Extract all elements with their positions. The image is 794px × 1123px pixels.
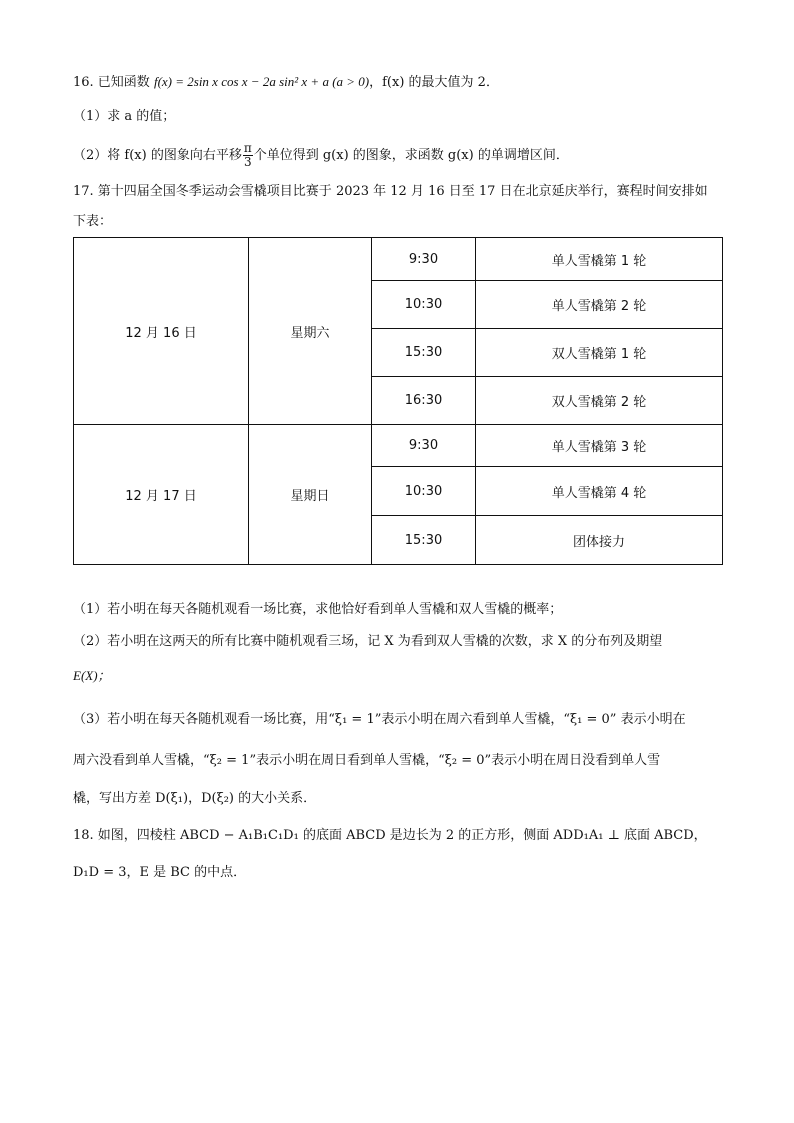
q17-stem-line2: 下表： xyxy=(73,214,113,229)
q17-part1: （1）若小明在每天各随机观看一场比赛，求他恰好看到单人雪橇和双人雪橇的概率； xyxy=(73,602,563,617)
time-cell: 15:30 xyxy=(372,329,476,377)
time-cell: 9:30 xyxy=(372,238,476,281)
event-cell: 双人雪橇第 1 轮 xyxy=(476,329,723,377)
date-cell: 12 月 16 日 xyxy=(74,238,249,425)
event-cell: 单人雪橇第 4 轮 xyxy=(476,467,723,516)
event-cell: 单人雪橇第 2 轮 xyxy=(476,281,723,329)
event-cell: 单人雪橇第 3 轮 xyxy=(476,425,723,467)
table-row xyxy=(74,425,723,467)
q16-stem xyxy=(73,72,499,93)
weekday-cell: 星期日 xyxy=(249,425,372,565)
date-cell: 12 月 17 日 xyxy=(74,425,249,565)
time-cell: 10:30 xyxy=(372,281,476,329)
q16-part1: （1）求 a 的值； xyxy=(73,109,176,124)
q18-line1: 18. 如图，四棱柱 ABCD − A₁B₁C₁D₁ 的底面 ABCD 是边长为 2 的正方形，侧面 ADD₁A₁ ⊥ 底面 ABCD， xyxy=(73,828,707,843)
q17-part2-line2: E(X)； xyxy=(73,668,111,683)
q18-line2: D₁D = 3，E 是 BC 的中点． xyxy=(73,865,247,880)
q16-part2-pre: （2）将 f(x) 的图象向右平移 xyxy=(73,148,242,163)
q17-stem-line1: 17. 第十四届全国冬季运动会雪橇项目比赛于 2023 年 12 月 16 日至 17 日在北京延庆举行，赛程时间安排如 xyxy=(73,184,708,199)
q17-part3-line2: 周六没看到单人雪橇，“ξ₂ = 1”表示小明在周日看到单人雪橇，“ξ₂ = 0”表示小明在周日没看到单人雪 xyxy=(73,753,661,768)
q17-part3-line1: （3）若小明在每天各随机观看一场比赛，用“ξ₁ = 1”表示小明在周六看到单人雪橇，“ξ₁ = 0” 表示小明在 xyxy=(73,712,686,727)
event-cell: 单人雪橇第 1 轮 xyxy=(476,238,723,281)
q17-part3-line3: 橇，写出方差 D(ξ₁)，D(ξ₂) 的大小关系． xyxy=(73,791,317,806)
schedule-table xyxy=(73,237,723,565)
time-cell: 9:30 xyxy=(372,425,476,467)
q16-stem-pre: 16. 已知函数 xyxy=(73,75,154,90)
q16-fraction xyxy=(243,142,253,169)
time-cell: 15:30 xyxy=(372,516,476,565)
time-cell: 16:30 xyxy=(372,377,476,425)
q16-formula: f(x) = 2sin x cos x − 2a sin² x + a (a > 0) xyxy=(153,74,370,89)
event-cell: 团体接力 xyxy=(476,516,723,565)
time-cell: 10:30 xyxy=(372,467,476,516)
q16-fraction-numerator: π xyxy=(243,141,252,155)
table-row xyxy=(74,238,723,281)
q16-fraction-denominator: 3 xyxy=(243,155,252,169)
q16-part2-post: 个单位得到 g(x) 的图象，求函数 g(x) 的单调增区间． xyxy=(253,148,569,163)
q17-part2-line1: （2）若小明在这两天的所有比赛中随机观看三场，记 X 为看到双人雪橇的次数，求 X 的分布列及期望 xyxy=(73,634,663,649)
weekday-cell: 星期六 xyxy=(249,238,372,425)
event-cell: 双人雪橇第 2 轮 xyxy=(476,377,723,425)
q16-part2 xyxy=(73,142,569,169)
q16-stem-post: ，f(x) 的最大值为 2． xyxy=(369,75,499,90)
